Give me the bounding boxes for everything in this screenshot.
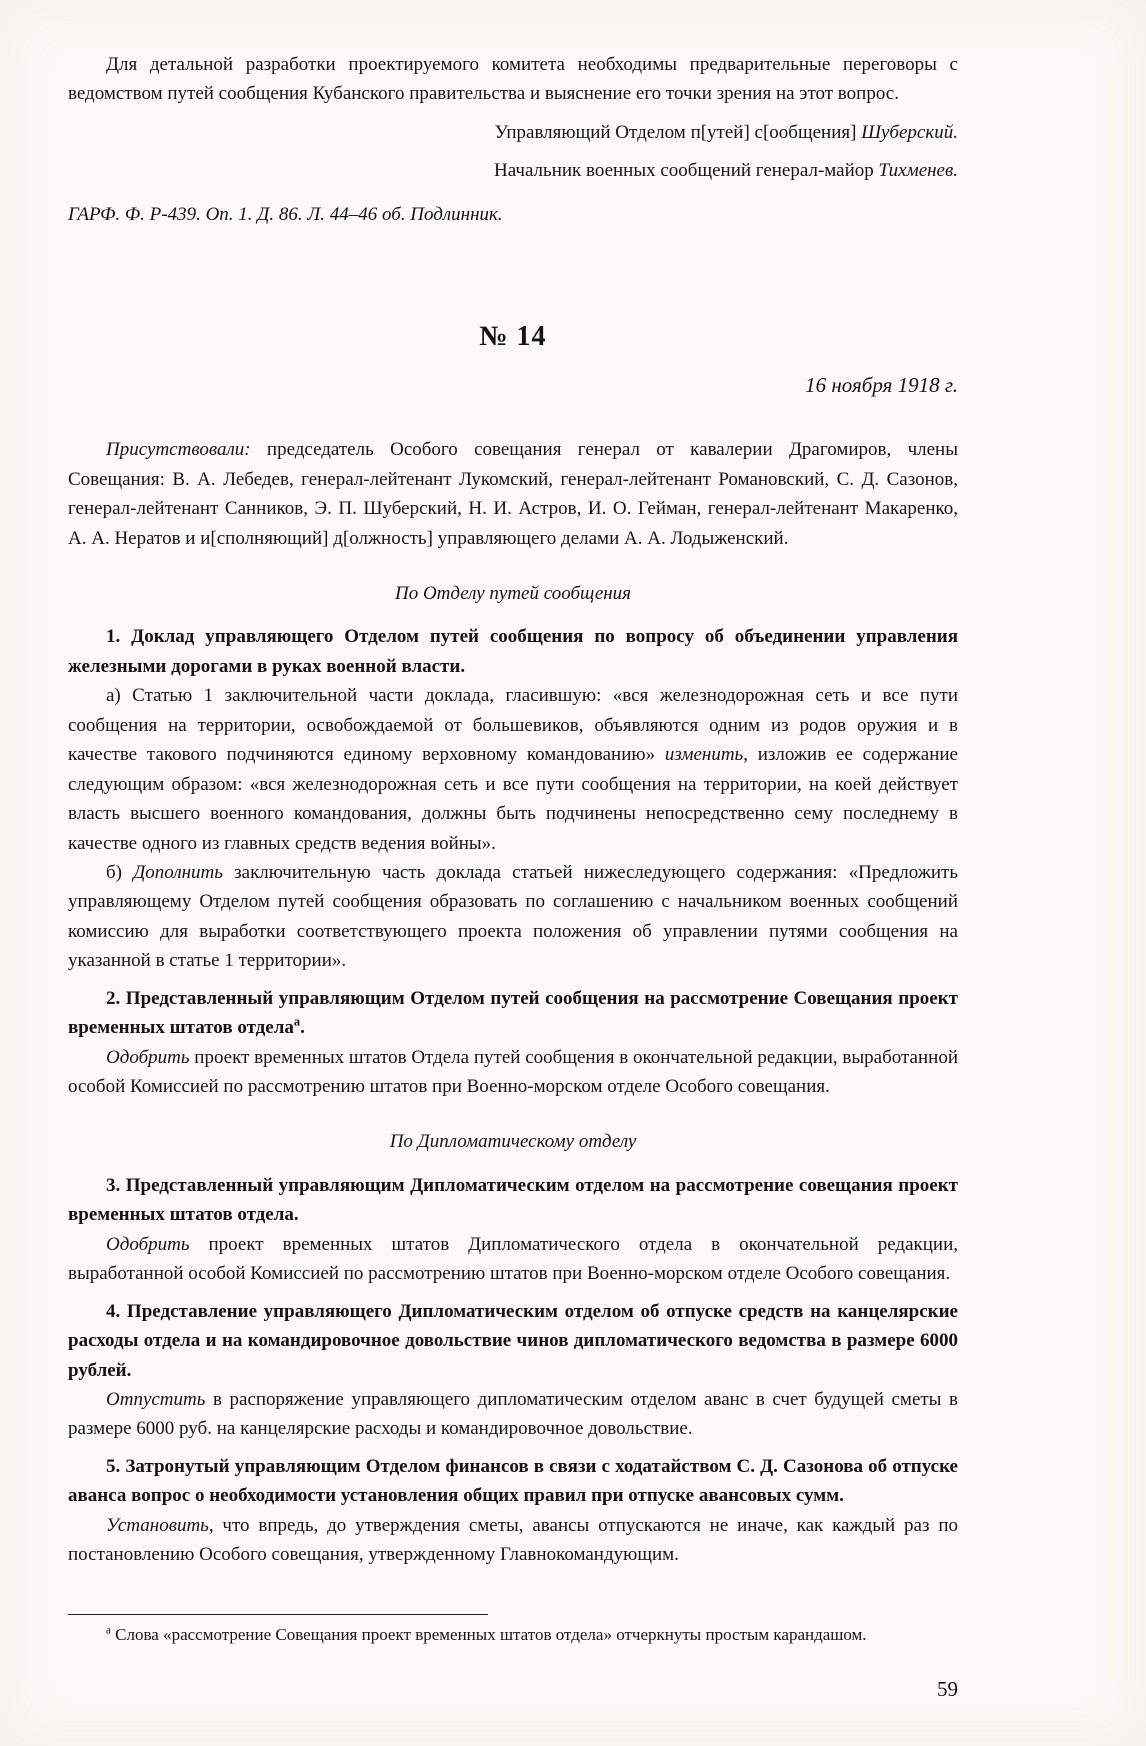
- attendees-text: председатель Особого совещания генерал от кавалерии Драгомиров, члены Совещания: В. А. Лебедев, генерал-лейтенант Лукомский, генерал-лейтенант Романовский, С. Д. Сазонов, генерал-лейтенант Санников, Э. П. Шуберский, Н. И. Астров, И. О. Гейман, генерал-лейтенант Макаренко, А. А. Нератов и и[сполняющий] д[олжность] управляющего делами А. А. Лодыженский.: [68, 439, 958, 549]
- item-1a-text: а) Статью 1 заключительной части доклада, гласившую: «вся железнодорожная сеть и все пути сообщения на территории, освобождаемой от большевиков, объявляются одним из родов оружия и в качестве такового подчиняются единому верховному командованию»: [68, 685, 958, 766]
- attendees-paragraph: [68, 435, 958, 553]
- footnote-marker: а: [293, 1014, 301, 1029]
- item-2-resolution: [68, 1043, 958, 1102]
- item-5-resolution-word: Установить: [106, 1514, 209, 1536]
- item-1-title: 1. Доклад управляющего Отделом путей сообщения по вопросу об объединении управления железными дорогами в руках военной власти.: [68, 626, 958, 677]
- item-1a-resolution-word: изменить: [664, 744, 744, 766]
- item-1b-prefix: б): [106, 861, 134, 883]
- page-number: 59: [937, 1677, 958, 1702]
- item-1-paragraph-b: [68, 858, 958, 976]
- archive-reference: ГАРФ. Ф. Р-439. Оп. 1. Д. 86. Л. 44–46 об. Подлинник.: [68, 203, 503, 225]
- footnote-body: Слова «рассмотрение Совещания проект временных штатов отдела» отчеркнуты простым карандашом.: [110, 1624, 867, 1644]
- item-4-title: 4. Представление управляющего Дипломатическим отделом об отпуске средств на канцелярские расходы отдела и на командировочное довольствие чинов дипломатического ведомства в размере 6000 рублей.: [68, 1300, 958, 1381]
- signature-name: Тихменев.: [878, 160, 958, 182]
- footnote-block: [68, 1614, 958, 1648]
- item-3-resolution: [68, 1230, 958, 1289]
- item-1b-resolution-word: Дополнить: [133, 861, 223, 883]
- item-2-title: [68, 984, 958, 1043]
- signature-line: [68, 157, 958, 186]
- footnote-divider: [68, 1614, 488, 1615]
- item-1a-text-continued: , изложив ее содержание следующим образом: «вся железнодорожная сеть и все пути сообщения на территории, на коей действует власть высшего военного командования, должны быть подчинены непосредственно сему последнему в качестве одного из главных средств ведения войны».: [68, 744, 958, 854]
- item-2-title-end: .: [300, 1017, 305, 1039]
- item-3-resolution-text: проект временных штатов Дипломатического отдела в окончательной редакции, выработанной особой Комиссией по рассмотрению штатов при Военно-морском отделе Особого совещания.: [68, 1233, 958, 1285]
- item-1b-text: заключительную часть доклада статьей нижеследующего содержания: «Предложить управляющему Отделом путей сообщения образовать по соглашению с начальником военных сообщений комиссию для выработки соответствующего проекта положения об управлении путями сообщения на указанной в статье 1 территории».: [68, 861, 959, 972]
- section-heading-diplomatic: По Дипломатическому отделу: [389, 1131, 637, 1153]
- item-5-resolution: [68, 1511, 958, 1570]
- section-heading-transport: По Отделу путей сообщения: [394, 583, 632, 604]
- footnote-text: [68, 1623, 958, 1648]
- item-5-resolution-text: , что впредь, до утверждения сметы, авансы отпускаются не иначе, как каждый раз по постановлению Особого совещания, утвержденному Главнокомандующим.: [68, 1514, 958, 1566]
- page-content: [68, 50, 958, 1706]
- item-4-resolution-word: Отпустить: [106, 1388, 206, 1410]
- signature-title: Управляющий Отделом п[утей] с[ообщения]: [494, 121, 862, 143]
- item-2-title-text: 2. Представленный управляющим Отделом путей сообщения на рассмотрение Совещания проект временных штатов отдела: [68, 987, 958, 1039]
- item-5-title: 5. Затронутый управляющим Отделом финансов в связи с ходатайством С. Д. Сазонова об отпуске аванса вопрос о необходимости установления общих правил при отпуске авансовых сумм.: [68, 1455, 958, 1507]
- signature-title: Начальник военных сообщений генерал-майор: [494, 160, 879, 182]
- item-4-resolution: [68, 1385, 958, 1444]
- prev-doc-closing-paragraph: Для детальной разработки проектируемого комитета необходимы предварительные переговоры с ведомством путей сообщения Кубанского правительства и выяснение его точки зрения на этот вопрос.: [68, 54, 958, 105]
- document-number: № 14: [479, 321, 547, 353]
- item-3-resolution-word: Одобрить: [106, 1233, 190, 1255]
- item-3-title: 3. Представленный управляющим Дипломатическим отделом на рассмотрение совещания проект временных штатов отдела.: [68, 1174, 958, 1226]
- attendees-label: Присутствовали:: [106, 439, 251, 461]
- item-4-resolution-text: в распоряжение управляющего дипломатическим отделом аванс в счет будущей сметы в размере 6000 руб. на канцелярские расходы и командировочное довольствие.: [68, 1388, 958, 1440]
- item-2-resolution-text: проект временных штатов Отдела путей сообщения в окончательной редакции, выработанной особой Комиссией по рассмотрению штатов при Военно-морском отделе Особого совещания.: [68, 1046, 958, 1097]
- item-2-resolution-word: Одобрить: [106, 1046, 190, 1068]
- item-1-paragraph-a: [68, 681, 958, 858]
- signature-line: [68, 119, 958, 148]
- footnote-marker: а: [106, 1623, 111, 1636]
- signature-name: Шуберский.: [861, 121, 958, 143]
- document-date: 16 ноября 1918 г.: [805, 372, 958, 397]
